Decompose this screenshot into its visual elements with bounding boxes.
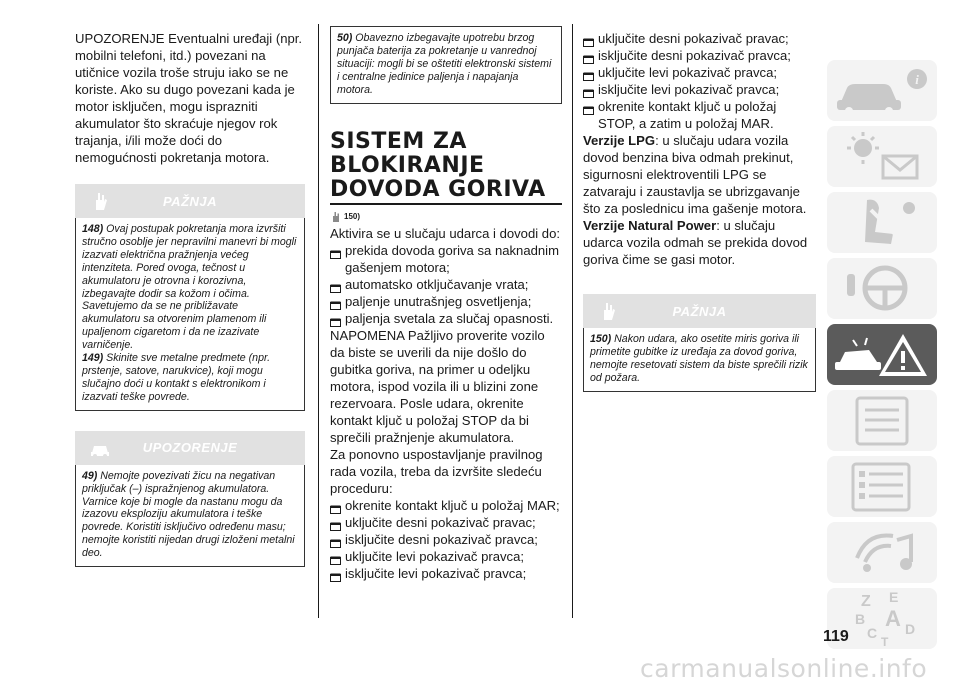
caution-box-body: [75, 218, 305, 411]
chapter-tab-safety[interactable]: [827, 192, 937, 253]
caution-box-header: [583, 294, 816, 328]
car-bullet-icon: [330, 297, 342, 306]
intro-paragraph: UPOZORENJE Eventualni uređaji (npr. mobilni telefoni, itd.) povezani na utičnice vozila troše struju iako se ne koriste. Ako su dugo povezani kada je motor isključen, mogu isprazniti akumulator što skraćuje njegov rok trajanja, i/ili može doći do nemogućnosti pokretanja motora.: [75, 31, 303, 165]
chapter-tab-multimedia[interactable]: [827, 522, 937, 583]
chapter-tab-specs[interactable]: [827, 456, 937, 517]
car-bullet-icon: [330, 569, 342, 578]
list-item: automatsko otključavanje vrata;: [330, 276, 562, 293]
caution-title: PAŽNJA: [672, 303, 727, 319]
hand-warning-icon: [330, 211, 342, 223]
lpg-paragraph: Verzije LPG: u slučaju udara vozila dovod benzina biva odmah prekinut, sigurnosni elektroventili LPG se zatvaraju i zaustavlja se ubrizgavanje što za poslednicu ima gašenje motora.: [583, 133, 807, 216]
maintenance-checklist-icon: [827, 390, 937, 451]
watermark: carmanualsonline.info: [640, 654, 928, 683]
car-bullet-icon: [330, 552, 342, 561]
index-letter: D: [905, 621, 916, 637]
list-item: okrenite kontakt ključ u položaj MAR;: [330, 497, 562, 514]
svg-text:i: i: [915, 72, 919, 87]
caution-reference: 150): [330, 211, 562, 223]
caution-item: 150) Nakon udara, ako osetite miris goriva ili primetite gubitke iz uređaja za dovod goriva, nemojte resetovati sistem da biste sprečili rizik od požara.: [590, 333, 808, 384]
list-item: isključite desni pokazivač pravca;: [583, 47, 816, 64]
index-letter: Z: [861, 593, 871, 610]
fuel-cutoff-text: [330, 225, 562, 582]
steering-wheel-icon: [827, 258, 937, 319]
specs-list-icon: [827, 456, 937, 517]
hand-warning-icon: [597, 301, 619, 321]
list-item: okrenite kontakt ključ u položaj STOP, a zatim u položaj MAR.: [583, 98, 816, 132]
list-item: prekida dovoda goriva sa naknadnim gašenjem motora;: [330, 242, 562, 276]
index-letter: E: [889, 589, 899, 605]
car-bullet-icon: [330, 501, 342, 510]
lead-line: Aktivira se u slučaju udarca i dovodi do:: [330, 225, 560, 241]
note-paragraph: NAPOMENA Pažljivo proverite vozilo da biste se uverili da nije došlo do gubitka goriva, na primer u odeljku motora, ispod vozila ili u blizini zone rezervoara. Posle udara, okrenite kontakt ključ u položaj STOP da bi sprečili pražnjenje akumulatora.: [330, 327, 545, 445]
notice-title: UPOZORENJE: [142, 440, 238, 456]
procedure-continued: [583, 30, 816, 268]
caution-title: PAŽNJA: [162, 193, 218, 209]
car-bullet-icon: [330, 280, 342, 289]
car-bullet-icon: [583, 51, 595, 60]
multimedia-icon: [827, 522, 937, 583]
car-info-icon: [827, 60, 937, 121]
list-item: uključite levi pokazivač pravca;: [330, 548, 562, 565]
car-bullet-icon: [330, 246, 342, 255]
car-bullet-icon: [330, 314, 342, 323]
column-divider: [318, 24, 319, 618]
car-warning-icon: [827, 324, 937, 385]
seat-airbag-icon: [827, 192, 937, 253]
chapter-tab-dashboard[interactable]: [827, 126, 937, 187]
sun-envelope-icon: [827, 126, 937, 187]
column-1: [75, 30, 305, 567]
list-item: uključite levi pokazivač pravca;: [583, 64, 816, 81]
caution-item: 149) Skinite sve metalne predmete (npr. prstenje, satove, narukvice), koji mogu slučajno doći u kontakt s elektronikom i izazvati teške povrede.: [82, 352, 271, 403]
chapter-tab-car-info[interactable]: [827, 60, 937, 121]
list-item: isključite desni pokazivač pravca;: [330, 531, 562, 548]
section-title: SISTEM ZA BLOKIRANJE DOVODA GORIVA: [330, 128, 546, 202]
column-2: [330, 26, 562, 582]
index-letter: B: [855, 611, 866, 627]
list-item: paljenje unutrašnjeg osvetljenja;: [330, 293, 562, 310]
car-bullet-icon: [330, 535, 342, 544]
column-3: [583, 30, 816, 392]
notice-continued-box: [330, 26, 562, 104]
caution-box-body: [583, 328, 816, 392]
caution-box-header: [75, 184, 305, 218]
column-divider: [572, 24, 573, 618]
procedure-intro: Za ponovno uspostavljanje pravilnog rada vozila, treba da izvršite sledeću proceduru:: [330, 446, 543, 496]
chapter-tab-emergency[interactable]: [827, 324, 937, 385]
natural-power-paragraph: Verzije Natural Power: u slučaju udarca vozila odmah se prekida dovod goriva čime se gasi motor.: [583, 218, 808, 267]
title-rule: [330, 203, 562, 205]
car-bullet-icon: [583, 102, 595, 111]
car-bullet-icon: [583, 68, 595, 77]
hand-warning-icon: [89, 191, 111, 211]
car-bullet-icon: [583, 85, 595, 94]
index-letter: A: [885, 606, 901, 631]
car-notice-icon: [89, 438, 111, 458]
chapter-tab-maintenance[interactable]: [827, 390, 937, 451]
notice-box-header: [75, 431, 305, 465]
car-bullet-icon: [330, 518, 342, 527]
notice-item: 50) Obavezno izbegavajte upotrebu brzog punjača baterija za pokretanje u vanrednoj situaciji: mogli bi se oštetiti elektronski sistemi i centralne jedinice paljenja i napajanja motora.: [337, 32, 552, 96]
index-letter: T: [881, 635, 889, 649]
chapter-tab-driving[interactable]: [827, 258, 937, 319]
list-item: isključite levi pokazivač pravca;: [330, 565, 562, 582]
page-number: 119: [823, 628, 849, 645]
list-item: paljenja svetala za slučaj opasnosti.: [330, 310, 562, 327]
notice-box-body: [75, 465, 305, 567]
chapter-tabs: [827, 60, 937, 654]
index-letter: C: [867, 625, 878, 641]
caution-item: 148) Ovaj postupak pokretanja mora izvršiti stručno osoblje jer nepravilni manevri bi mogli izazvati električna pražnjenja većeg intenziteta. Pored ovoga, tečnost u akumulatoru je otrovna i korozivna, izbegavajte dodir sa kožom i očima. Savetujemo da se ne približavate akumulatoru sa otvorenim plamenom ili upaljenom cigaretom i da ne izazivate varničenje.: [82, 223, 297, 352]
list-item: uključite desni pokazivač pravac;: [583, 30, 816, 47]
list-item: isključite levi pokazivač pravca;: [583, 81, 816, 98]
notice-item: 49) Nemojte povezivati žicu na negativan priključak (–) ispražnjenog akumulatora. Varnice koje bi mogle da nastanu mogu da izazovu eksploziju akumulatora i teške povrede. Koristiti isključivo određenu masu; nemojte koristiti nijedan drugi izloženi metalni deo.: [82, 469, 295, 560]
car-bullet-icon: [583, 34, 595, 43]
list-item: uključite desni pokazivač pravac;: [330, 514, 562, 531]
